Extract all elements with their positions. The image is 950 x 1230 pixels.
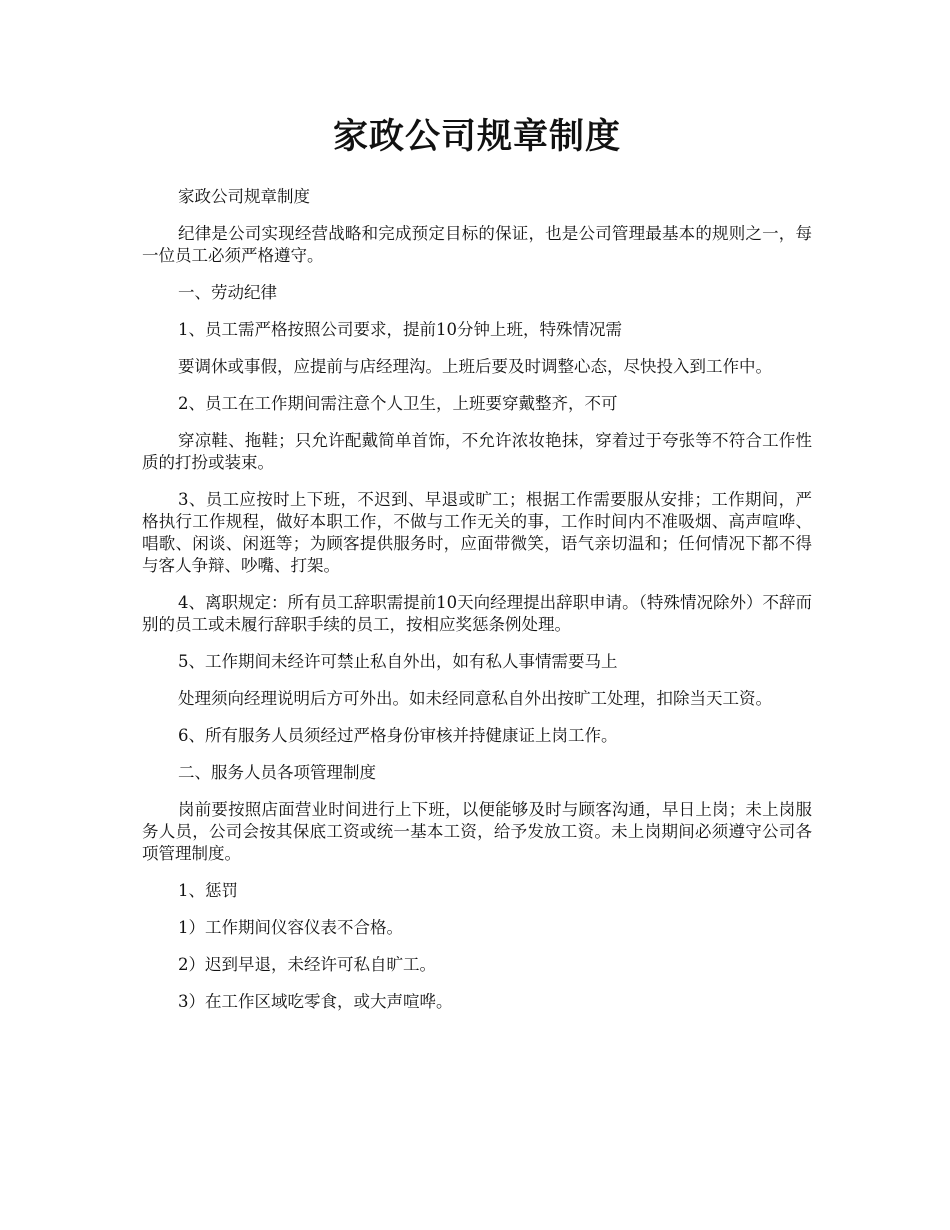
rule-1-start: 1、员工需严格按照公司要求，提前10分钟上班，特殊情况需 <box>178 320 622 339</box>
penalty-item-1: 1）工作期间仪容仪表不合格。 <box>178 918 403 937</box>
rule-5-continued: 处理须向经理说明后方可外出。如未经同意私自外出按旷工处理，扣除当天工资。 <box>178 689 772 708</box>
rule-3: 3、员工应按时上下班，不迟到、早退或旷工；根据工作需要服从安排；工作期间，严格执行工作规程，做好本职工作，不做与工作无关的事，工作时间内不准吸烟、高声喧哗、唱歌、闲谈、闲逛等；为顾客提供服务时，应面带微笑，语气亲切温和；任何情况下都不得与客人争辩、吵嘴、打架。 <box>142 490 812 575</box>
paragraph-pre-job: 岗前要按照店面营业时间进行上下班，以便能够及时与顾客沟通，早日上岗；未上岗服务人员，公司会按其保底工资或统一基本工资，给予发放工资。未上岗期间必须遵守公司各项管理制度。 <box>142 800 812 863</box>
document-title: 家政公司规章制度 <box>332 116 621 157</box>
section-heading-staff-management: 二、服务人员各项管理制度 <box>178 763 376 782</box>
rule-2-start: 2、员工在工作期间需注意个人卫生，上班要穿戴整齐，不可 <box>178 394 618 413</box>
document-page <box>142 110 812 1028</box>
rule-5-start: 5、工作期间未经许可禁止私自外出，如有私人事情需要马上 <box>178 652 618 671</box>
section-heading-labor-discipline: 一、劳动纪律 <box>178 283 277 302</box>
subheading-penalties: 1、惩罚 <box>178 881 238 900</box>
penalty-item-2: 2）迟到早退，未经许可私自旷工。 <box>178 955 436 974</box>
penalty-item-3: 3）在工作区域吃零食，或大声喧哗。 <box>178 992 453 1011</box>
rule-4: 4、离职规定：所有员工辞职需提前10天向经理提出辞职申请。（特殊情况除外）不辞而别的员工或未履行辞职手续的员工，按相应奖惩条例处理。 <box>142 593 812 634</box>
rule-1-continued: 要调休或事假，应提前与店经理沟。上班后要及时调整心态，尽快投入到工作中。 <box>178 357 772 376</box>
paragraph-subtitle: 家政公司规章制度 <box>178 187 310 206</box>
rule-2-continued: 穿凉鞋、拖鞋；只允许配戴简单首饰，不允许浓妆艳抹，穿着过于夸张等不符合工作性质的打扮或装束。 <box>142 431 812 472</box>
paragraph-intro: 纪律是公司实现经营战略和完成预定目标的保证，也是公司管理最基本的规则之一，每一位员工必须严格遵守。 <box>142 224 812 265</box>
rule-6: 6、所有服务人员须经过严格身份审核并持健康证上岗工作。 <box>178 726 618 745</box>
